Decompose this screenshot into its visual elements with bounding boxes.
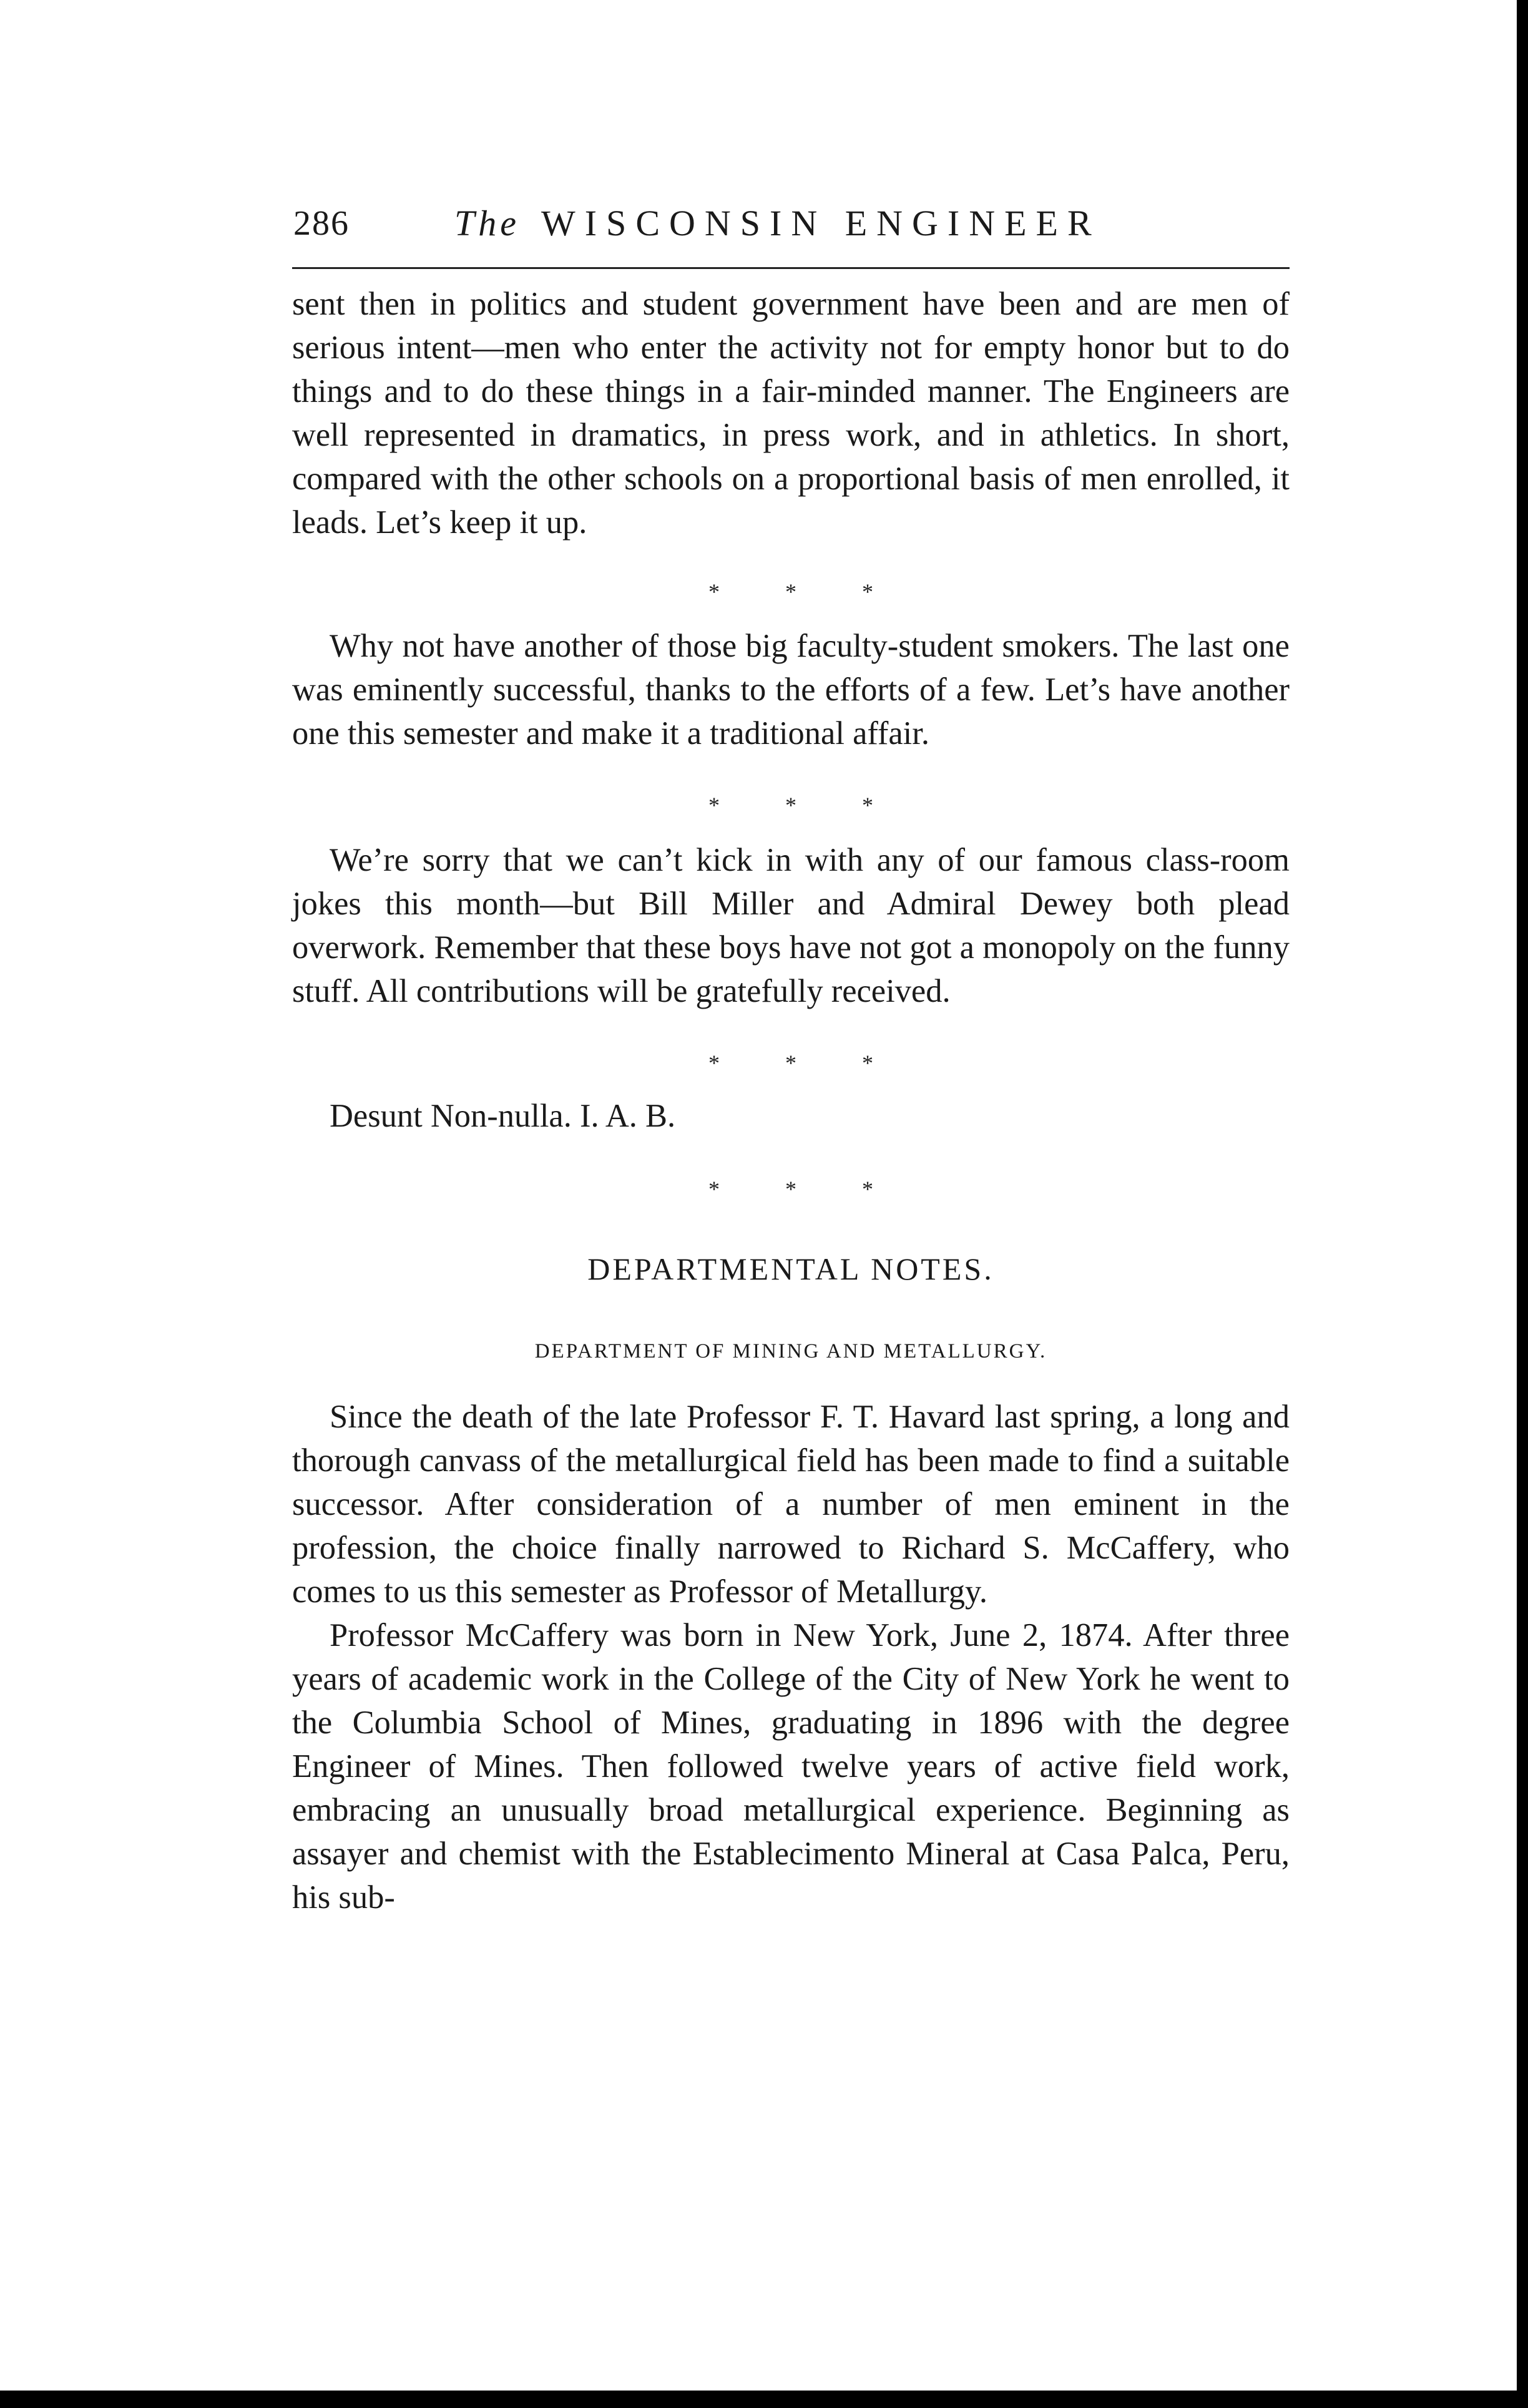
separator-stars-2: * * * [708, 793, 903, 818]
separator-stars-4: * * * [708, 1177, 903, 1202]
journal-title-article: The [454, 203, 520, 243]
editorial-paragraph-2 [292, 624, 1290, 799]
running-header [292, 198, 1290, 269]
editorial-text-1: sent then in politics and student government have been and are men of serious intent—men who enter the activity not for empty honor but to do things and to do these things in a fair-minded manner. The Engineers are well represented in dramatics, in press work, and in athletics. In short, compared with the other schools on a proportional basis of men enrolled, it leads. Let’s keep it up. [292, 286, 1290, 541]
editorial-paragraph-3 [292, 838, 1290, 1057]
editorial-paragraph-1 [292, 282, 1290, 588]
section-title: DEPARTMENTAL NOTES. [587, 1251, 994, 1286]
journal-title-name: WISCONSIN ENGINEER [541, 203, 1101, 243]
closing-signature: Desunt Non-nulla. I. A. B. [330, 1098, 676, 1134]
journal-title [454, 198, 1101, 248]
separator-stars-1: * * * [708, 579, 903, 604]
separator-stars-3: * * * [708, 1050, 903, 1075]
page-number: 286 [293, 204, 350, 243]
editorial-text-2: Why not have another of those big faculty-student smokers. The last one was eminently successful, thanks to the efforts of a few. Let’s have another one this semester and make it a traditional affair. [292, 628, 1290, 751]
subsection-title: DEPARTMENT OF MINING AND METALLURGY. [534, 1340, 1047, 1363]
department-paragraph-1: Since the death of the late Professor F. T. Havard last spring, a long and thorough canvass of the metallurgical field has been made to find a suitable successor. After consideration of a number of men eminent in the profession, the choice finally narrowed to Richard S. McCaffery, who comes to us this semester as Professor of Metallurgy. [292, 1399, 1290, 1610]
department-paragraph-2: Professor McCaffery was born in New York, June 2, 1874. After three years of academic work in the College of the City of New York he went to the Columbia School of Mines, graduating in 1896 with the degree Engineer of Mines. Then followed twelve years of active field work, embracing an unusually broad metallurgical experience. Beginning as assayer and chemist with the Establecimento Mineral at Casa Palca, Peru, his sub- [292, 1617, 1290, 1916]
editorial-text-3: We’re sorry that we can’t kick in with any of our famous class-room jokes this month—but Bill Miller and Admiral Dewey both plead overwork. Remember that these boys have not got a monopoly on the funny stuff. All contributions will be gratefully received. [292, 842, 1290, 1009]
department-notes-body [292, 1395, 1290, 2019]
